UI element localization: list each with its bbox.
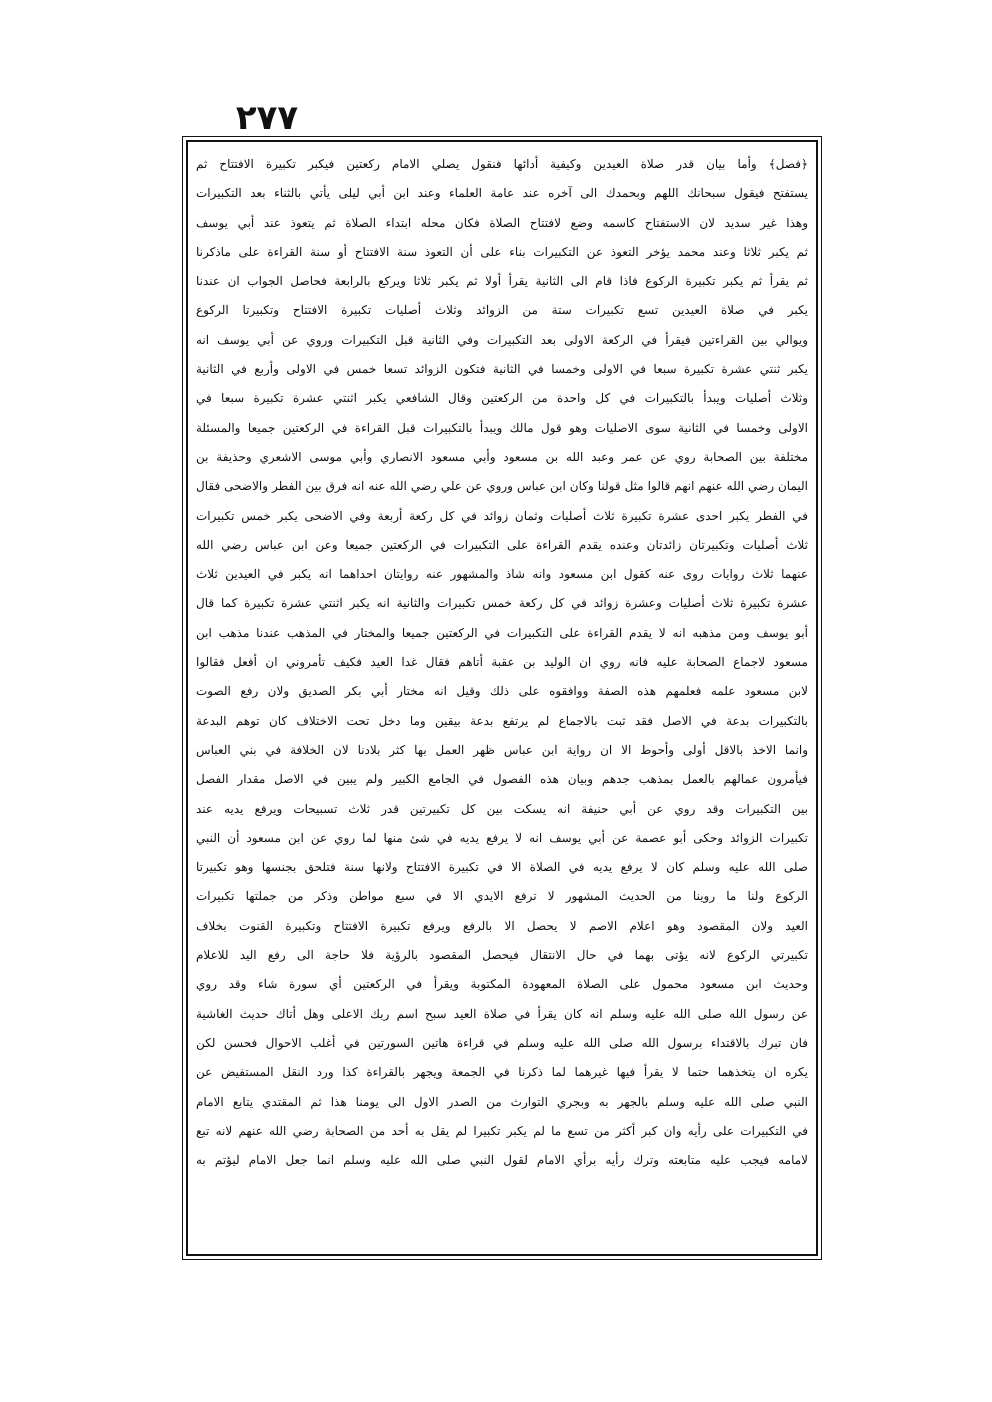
text-frame — [186, 140, 818, 1256]
text-line: ثم يكبر ثلاثا وعند محمد يؤخر التعوذ عن التكبيرات بناء على أن التعوذ سنة الافتتاح أو سنة القراءة على ماذكرنا — [196, 244, 808, 259]
text-line: يكبر في صلاة العيدين تسع تكبيرات ستة من الزوائد وثلاث أصليات تكبيرة الافتتاح وتكبيرتا الركوع — [196, 303, 808, 318]
text-line: النبي صلى الله عليه وسلم بالجهر به وبجري التوارث من الصدر الاول الى يومنا هذا ثم المقتدي يتابع الامام — [196, 1094, 808, 1109]
text-line: ويوالي بين القراءتين فيقرأ في الركعة الاولى بعد التكبيرات وفي الثانية قبل التكبيرات وروي عن أبي يوسف انه — [196, 332, 808, 347]
text-line: العيد ولان المقصود وهو اعلام الاصم لا يحصل الا بالرفع ويرفع تكبيرة الافتتاح وتكبيرة القنوت بخلاف — [196, 918, 808, 933]
text-line: وثلاث أصليات ويبدأ بالتكبيرات في كل واحدة من الركعتين وقال الشافعي يكبر اثنتي عشرة تكبيرة سبعا في — [196, 391, 808, 406]
text-line: أبو يوسف ومن مذهبه انه لا يقدم القراءة على التكبيرات في الركعتين جميعا والمختار في المذهب عندنا مذهب ابن — [196, 625, 808, 640]
text-line: فان تبرك بالاقتداء برسول الله صلى الله عليه وسلم في قراءة هاتين السورتين في أغلب الاحوال فحسن لكن — [196, 1035, 808, 1050]
text-line: وهذا غير سديد لان الاستفتاح كاسمه وضع لافتتاح الصلاة فكان محله ابتداء الصلاة ثم يتعوذ عند أبي يوسف — [196, 215, 808, 230]
body-text — [196, 150, 808, 1246]
text-line: عنهما ثلاث روايات روى عنه كقول ابن مسعود وانه شاذ والمشهور عنه روايتان احداهما انه يكبر في العيدين ثلاث — [196, 567, 808, 582]
text-line: الاولى وخمسا في الثانية سوى الاصليات وهو قول مالك ويبدأ بالتكبيرات قبل القراءة في الركعتين جميعا والمسئلة — [196, 420, 808, 435]
text-line: اليمان رضي الله عنهم انهم قالوا مثل قولنا وكان ابن عباس وروي عن علي رضي الله عنه انه فرق بين الفطر والاضحى فقال — [196, 479, 808, 494]
text-line: بين التكبيرات وقد روي عن أبي حنيفة انه يسكت بين كل تكبيرتين قدر ثلاث تسبيحات ويرفع يديه عند — [196, 801, 808, 816]
text-line: ثم يقرأ ثم يكبر تكبيرة الركوع فاذا قام الى الثانية يقرأ أولا ثم يكبر ثلاثا ويركع بالرابعة فحاصل الجواب ان عندنا — [196, 274, 808, 289]
text-line: في التكبيرات على رأيه وان كبر أكثر من تسع ما لم يكبر تكبيرا لم يقل به أحد من الصحابة رضي الله عنهم لانه تبع — [196, 1123, 808, 1138]
text-line: يكره ان يتخذهما حتما لا يقرأ فيها غيرهما لما ذكرنا في الجمعة ويجهر بالقراءة كذا ورد النقل المستفيض عن — [196, 1065, 808, 1080]
text-line: عشرة تكبيرة ثلاث أصليات وعشرة زوائد في كل ركعة خمس تكبيرات والثانية انه يكبر اثنتي عشرة تكبيرة كما قال — [196, 596, 808, 611]
text-line: عن رسول الله صلى الله عليه وسلم انه كان يقرأ في صلاة العيد سبح اسم ربك الاعلى وهل أتاك حديث الغاشية — [196, 1006, 808, 1021]
text-line: لامامه فيجب عليه متابعته وترك رأيه برأي الامام لقول النبي صلى الله عليه وسلم انما جعل الامام ليؤتم به — [196, 1153, 808, 1168]
text-line: الركوع ولنا ما روينا من الحديث المشهور لا ترفع الايدي الا في سبع مواطن وذكر من جملتها تكبيرات — [196, 889, 808, 904]
text-line: صلى الله عليه وسلم كان لا يرفع يديه في الصلاة الا في تكبيرة الافتتاح ولانها سنة فتلحق بجنسها وهو تكبيرتا — [196, 860, 808, 875]
text-line: وانما الاخذ بالاقل أولى وأحوط الا ان رواية ابن عباس ظهر العمل بها كثر بلادنا لان الخلافة في بني العباس — [196, 742, 808, 757]
text-line: لابن مسعود علمه فعلمهم هذه الصفة ووافقوه على ذلك وقيل انه مختار أبي بكر الصديق ولان رفع الصوت — [196, 684, 808, 699]
text-line: تكبيرات الزوائد وحكى أبو عصمة عن أبي يوسف انه لا يرفع يديه في شئ منها لما روي عن ابن مسعود أن النبي — [196, 830, 808, 845]
text-line: فيأمرون عمالهم بالعمل بمذهب جدهم وبيان هذه الفصول في الجامع الكبير ولم يبين في الاصل مقدار الفصل — [196, 772, 808, 787]
text-line: يستفتح فيقول سبحانك اللهم وبحمدك الى آخره عند عامة العلماء وعند ابن أبي ليلى يأتي بالثناء بعد التكبيرات — [196, 186, 808, 201]
text-line: ثلاث أصليات وتكبيرتان زائدتان وعنده يقدم القراءة على التكبيرات في الركعتين جميعا وعن ابن عباس رضي الله — [196, 537, 808, 552]
text-line: بالتكبيرات بدعة في الاصل فقد ثبت بالاجماع لم يرتفع بدعة بيقين وما دخل تحت الاختلاف كان توهم البدعة — [196, 713, 808, 728]
text-line: ﴿فصل﴾ وأما بيان قدر صلاة العيدين وكيفية أدائها فنقول يصلي الامام ركعتين فيكبر تكبيرة الافتتاح ثم — [196, 157, 808, 171]
page-number: ٢٧٧ — [235, 98, 299, 138]
text-line: تكبيرتي الركوع لانه يؤتى بهما في حال الانتقال فيحصل المقصود بالرؤية فلا حاجة الى رفع اليد للاعلام — [196, 948, 808, 963]
text-line: في الفطر يكبر احدى عشرة تكبيرة ثلاث أصليات وثمان زوائد في كل ركعة أربعة وفي الاضحى يكبر خمس تكبيرات — [196, 508, 808, 523]
text-line: مسعود لاجماع الصحابة عليه فانه روي ان الوليد بن عقبة أتاهم فقال غدا العيد فكيف تأمروني ان أفعل فقالوا — [196, 655, 808, 670]
text-line: مختلفة بين الصحابة روي عن عمر وعبد الله بن مسعود وأبي مسعود الانصاري وأبي موسى الاشعري وحذيفة بن — [196, 449, 808, 464]
text-line: يكبر ثنتي عشرة تكبيرة سبعا في الاولى وخمسا في الثانية فتكون الزوائد تسعا خمس في الاولى وأربع في الثانية — [196, 362, 808, 377]
text-line: وحديث ابن مسعود محمول على الصلاة المعهودة المكتوبة ويقرأ في الركعتين أي سورة شاء وقد روي — [196, 977, 808, 992]
